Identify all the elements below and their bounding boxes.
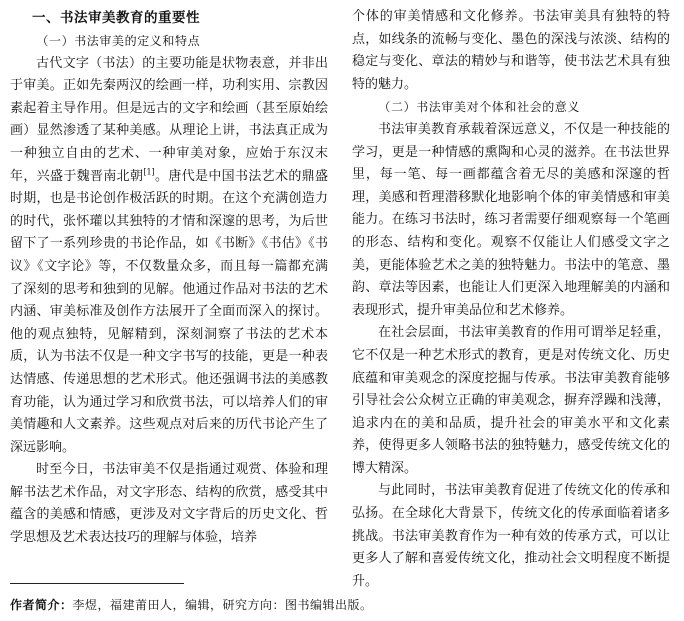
paragraph-society: 在社会层面，书法审美教育的作用可谓举足轻重，它不仅是一种艺术形式的教育，更是对传统文化、历史底蕴和审美观念的深度挖掘与传承。书法审美教育能够引导社会公众树立正确的审美观念，摒弃浮躁和浅薄，追求内在的美和品质，提升社会的审美水平和文化素养，使得更多人领略书法的独特魅力，感受传统文化的博大精深。 <box>352 325 670 476</box>
author-info: 李煜，福建莆田人，编辑，研究方向：图书编辑出版。 <box>72 598 373 612</box>
author-label: 作者简介： <box>10 598 73 612</box>
paragraph-today-continued: 个体的审美情感和文化修养。书法审美具有独特的特点，如线条的流畅与变化、墨色的深浅与浓淡、结构的稳定与变化、章法的精妙与和谐等，使书法艺术具有独特的魅力。 <box>352 9 670 92</box>
author-footnote <box>10 596 373 614</box>
left-column <box>10 6 328 550</box>
paragraph-history-part1: 古代文字（书法）的主要功能是状物表意，并非出于审美。正如先秦两汉的绘画一样，功利实用、宗教因素起着主导作用。但是远古的文字和绘画（甚至原始绘画）显然渗透了某种美感。从理论上讲，书法真正成为一种独立自由的艺术、一种审美对象，应始于东汉末年，兴盛于魏晋南北朝 <box>10 55 328 184</box>
right-column <box>352 6 670 593</box>
paragraph-individual: 书法审美教育承载着深远意义，不仅是一种技能的学习，更是一种情感的熏陶和心灵的滋养。在书法世界里，每一笔、每一画都蕴含着无尽的美感和深邃的哲理，美感和哲理潜移默化地影响个体的审美情感和审美能力。在练习书法时，练习者需要仔细观察每一个笔画的形态、结构和变化。观察不仅能让人们感受文字之美，更能体验艺术之美的独特魅力。书法中的笔意、墨韵、章法等因素，也能让人们更深入地理解美的内涵和表现形式，提升审美品位和艺术修养。 <box>352 121 670 318</box>
paragraph-history-part2: 。唐代是中国书法艺术的鼎盛时期，也是书论创作极活跃的时期。在这个充满创造力的时代，张怀瓘以其独特的才情和深邃的思考，为后世留下了一系列珍贵的书论作品，如《书断》《书估》《书议》《文字论》等，不仅数量众多，而且每一篇都充满了深刻的思考和独到的见解。他通过作品对书法的艺术内涵、审美标准及创作方法展开了全面而深入的探讨。他的观点独特，见解精到，深刻洞察了书法的艺术本质，认为书法不仅是一种文字书写的技能，更是一种表达情感、传递思想的艺术形式。他还强调书法的美感教育功能，认为通过学习和欣赏书法，可以培养人们的审美情趣和人文素养。这些观点对后来的历代书论产生了深远影响。 <box>10 168 328 455</box>
subheading-significance: （二）书法审美对个体和社会的意义 <box>378 100 580 115</box>
section-title: 一、书法审美教育的重要性 <box>32 10 200 26</box>
paragraph-today: 时至今日，书法审美不仅是指通过观赏、体验和理解书法艺术作品，对文字形态、结构的欣赏，感受其中蕴含的美感和情感，更涉及对文字背后的历史文化、哲学思想及艺术表达技巧的理解与体验，培养 <box>10 462 328 546</box>
footnote-divider <box>10 583 184 584</box>
subheading-definition: （一）书法审美的定义和特点 <box>36 34 201 48</box>
footnote-reference[interactable]: [1] <box>143 167 155 177</box>
paragraph-inheritance: 与此同时，书法审美教育促进了传统文化的传承和弘扬。在全球化大背景下，传统文化的传承面临着诸多挑战。书法审美教育作为一种有效的传承方式，可以让更多人了解和喜爱传统文化，推动社会文明程度不断提升。 <box>352 483 670 589</box>
paragraph-history <box>10 53 328 460</box>
